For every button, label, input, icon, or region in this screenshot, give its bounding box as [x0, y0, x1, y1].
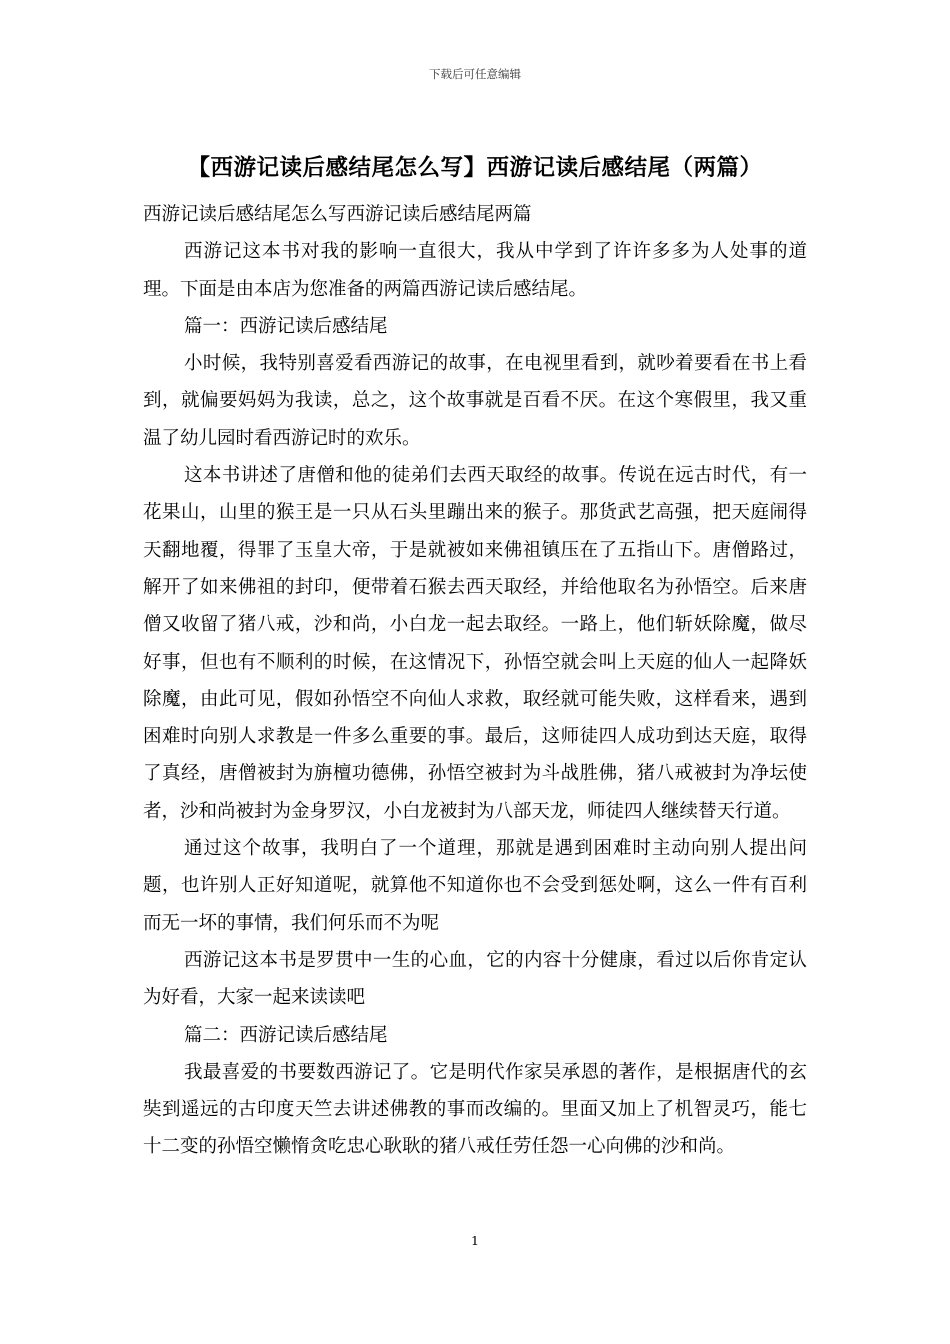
paragraph: 这本书讲述了唐僧和他的徒弟们去西天取经的故事。传说在远古时代，有一花果山，山里的猴王是一只从石头里蹦出来的猴子。那货武艺高强，把天庭闹得天翻地覆，得罪了玉皇大帝，于是就被如来佛祖镇压在了五指山下。唐僧路过，解开了如来佛祖的封印，便带着石猴去西天取经，并给他取名为孙悟空。后来唐僧又收留了猪八戒，沙和尚，小白龙一起去取经。一路上，他们斩妖除魔，做尽好事，但也有不顺利的时候，在这情况下，孙悟空就会叫上天庭的仙人一起降妖除魔，由此可见，假如孙悟空不向仙人求救，取经就可能失败，这样看来，遇到困难时向别人求教是一件多么重要的事。最后，这师徒四人成功到达天庭，取得了真经，唐僧被封为旃檀功德佛，孙悟空被封为斗战胜佛，猪八戒被封为净坛使者，沙和尚被封为金身罗汉，小白龙被封为八部天龙，师徒四人继续替天行道。 [143, 465, 807, 822]
document-title: 【西游记读后感结尾怎么写】西游记读后感结尾（两篇） [187, 155, 763, 181]
paragraph: 通过这个故事，我明白了一个道理，那就是遇到困难时主动向别人提出问题，也许别人正好知道呢，就算他不知道你也不会受到惩处啊，这么一件有百利而无一坏的事情，我们何乐而不为呢 [143, 838, 807, 934]
section-heading-2: 篇二：西游记读后感结尾 [184, 1024, 388, 1046]
paragraph-intro: 西游记这本书对我的影响一直很大，我从中学到了许许多多为人处事的道理。下面是由本店为您准备的两篇西游记读后感结尾。 [143, 241, 807, 300]
paragraph: 小时候，我特别喜爱看西游记的故事，在电视里看到，就吵着要看在书上看到，就偏要妈妈为我读，总之，这个故事就是百看不厌。在这个寒假里，我又重温了幼儿园时看西游记时的欢乐。 [143, 353, 807, 449]
paragraph: 我最喜爱的书要数西游记了。它是明代作家吴承恩的著作，是根据唐代的玄奘到遥远的古印度天竺去讲述佛教的事而改编的。里面又加上了机智灵巧，能七十二变的孙悟空懒惰贪吃忠心耿耿的猪八戒任劳任怨一心向佛的沙和尚。 [143, 1061, 807, 1158]
section-heading-1: 篇一：西游记读后感结尾 [184, 315, 388, 337]
page-number: 1 [471, 1233, 479, 1248]
header-note: 下载后可任意编辑 [429, 67, 521, 81]
document-subtitle: 西游记读后感结尾怎么写西游记读后感结尾两篇 [143, 204, 532, 225]
paragraph: 西游记这本书是罗贯中一生的心血，它的内容十分健康，看过以后你肯定认为好看，大家一起来读读吧 [143, 949, 807, 1009]
document-body [143, 196, 807, 1166]
